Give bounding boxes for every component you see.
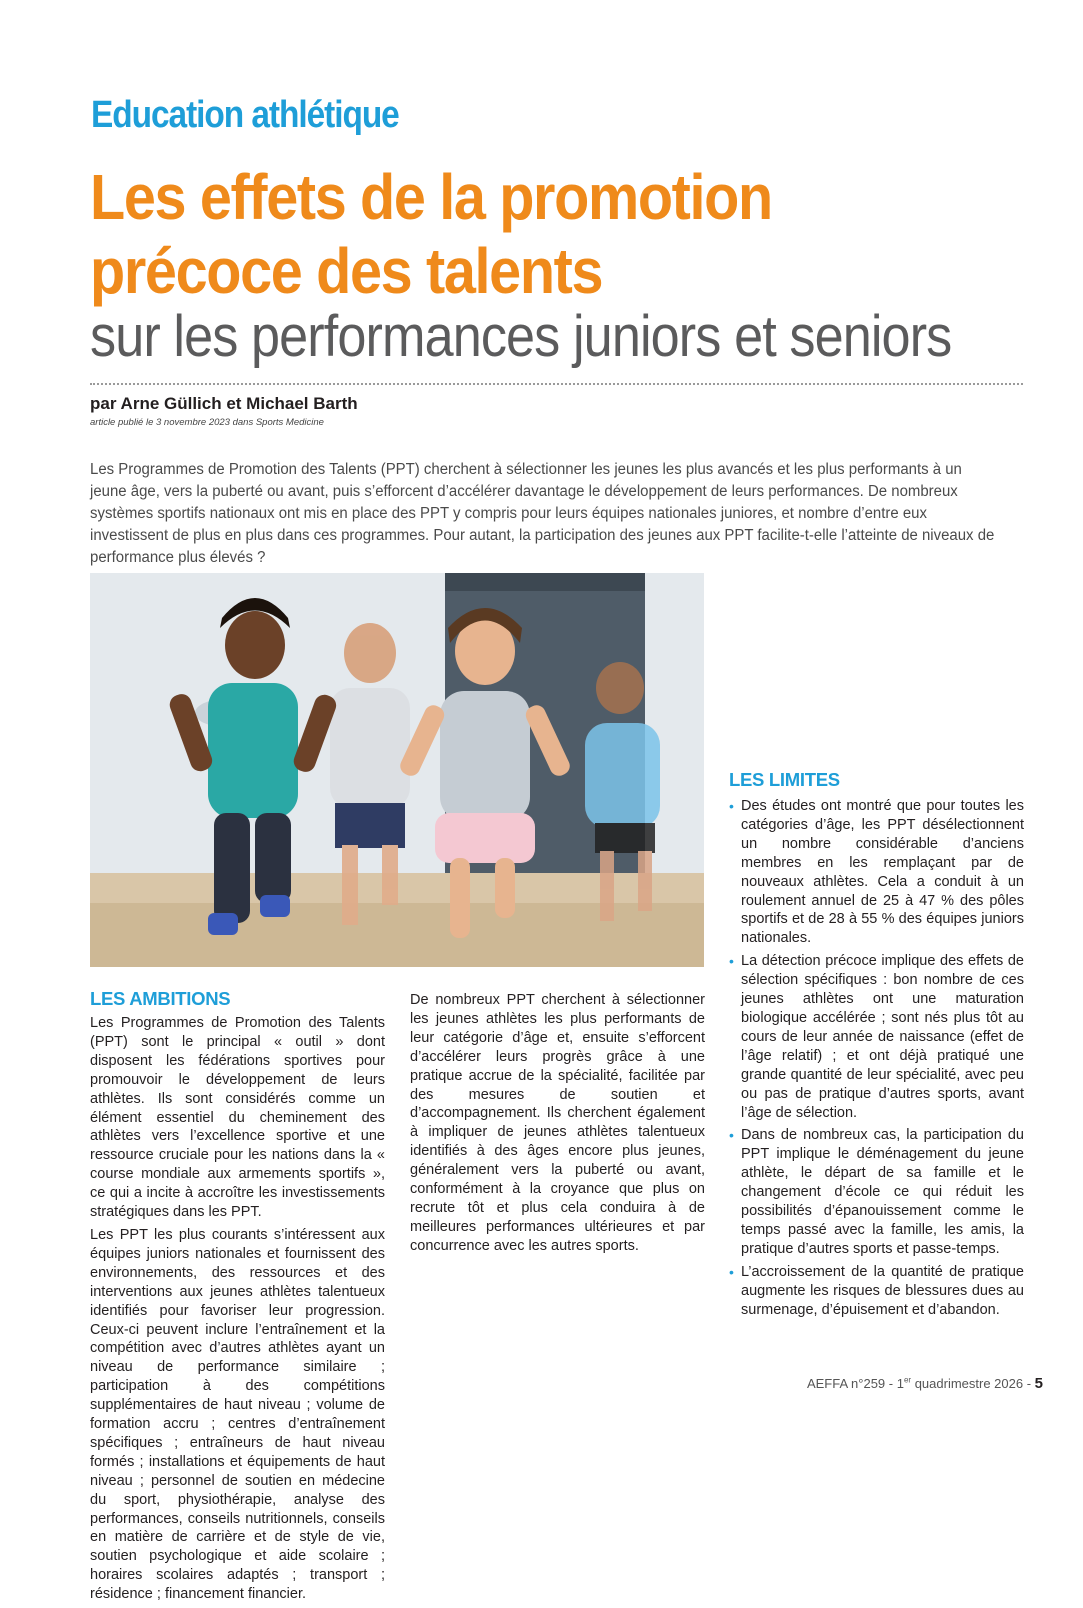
list-item <box>729 1263 1024 1320</box>
column-2 <box>410 991 705 1260</box>
byline: par Arne Güllich et Michael Barth <box>90 394 358 413</box>
column-1 <box>90 1014 385 1608</box>
bullet-icon: • <box>729 1127 734 1144</box>
list-item-text: Des études ont montré que pour toutes les catégories d’âge, les PPT désélectionnent un nombre considérable d’anciens membres en les remplaçant par de nouveaux athlètes. Cela a conduit à un roulement annuel de 25 à 47 % des pôles sportifs et de 28 à 55 % des équipes juniors nationales. <box>741 798 1024 947</box>
limits-list <box>729 797 1024 1323</box>
list-item <box>729 952 1024 1122</box>
article-photo <box>90 573 704 967</box>
footer-issue: AEFFA n°259 - 1 <box>806 1376 904 1391</box>
dotted-divider <box>90 383 1023 385</box>
section-label: Education athlétique <box>91 94 399 136</box>
heading-ambitions: LES AMBITIONS <box>90 988 231 1009</box>
ambitions-paragraph-1: Les Programmes de Promotion des Talents (PPT) sont le principal « outil » dont disposent les fédérations sportives pour promouvoir le développement de leurs athlètes. Ils sont considérés comme un élément essentiel du cheminement des athlètes vers l’excellence sportive et une ressource cruciale pour les nations dans la « course mondiale aux armements sportifs », ce qui a incite à accroître les investissements stratégiques dans les PPT. <box>90 1015 385 1221</box>
ambitions-paragraph-3: De nombreux PPT cherchent à sélectionner les jeunes athlètes les plus performants de leur catégorie d’âge et, ensuite s’efforcent d’accélérer leurs progrès grâce à une pratique accrue de la spécialité, facilitée par des mesures de soutien et d’accompagnement. Ils cherchent également à impliquer de jeunes athlètes talentueux identifiés à des âges encore plus jeunes, généralement vers la puberté ou avant, conformément à la croyance que plus on recrute tôt et plus cela conduira à de meilleures performances ultérieures et par concurrence avec les autres sports. <box>410 992 705 1254</box>
title-line-1: Les effets de la promotion <box>90 161 772 233</box>
bullet-icon: • <box>729 1263 734 1280</box>
ambitions-paragraph-2: Les PPT les plus courants s’intéressent aux équipes juniors nationales et fournissent des environnements, des ressources et des interventions aux jeunes athlètes talentueux identifiés pour favoriser leur progression. Ceux-ci peuvent inclure l’entraînement et la compétition avec d’autres athlètes ayant un niveau de performance similaire ; participation à des compétitions supplémentaires de haut niveau ; volume de formation accru ; centres d’entraînement spécifiques ; entraîneurs de haut niveau formés ; installations et équipements de haut niveau ; personnel de soutien en médecine du sport, physiothérapie, analyse des performances, conseils nutritionnels, conseils en matière de carrière et de style de vie, soutien psychologique et aide scolaire ; horaires scolaires adaptés ; transport ; résidence ; financement financier. <box>90 1226 385 1603</box>
list-item-text: Dans de nombreux cas, la participation du PPT implique le déménagement du jeune athlète, le départ de sa famille et le changement d’école ce qui réduit les possibilités d’épanouissement comme le temps passé avec la famille, les amis, la pratique d’autres sports et passe-temps. <box>741 1127 1024 1257</box>
article-title <box>90 160 772 308</box>
ambitions-paragraph-2-part <box>90 1226 385 1604</box>
page-footer <box>807 1375 1043 1392</box>
list-item-text: La détection précoce implique des effets de sélection spécifiques : bon nombre de ces jeunes athlètes ont une maturation biologique accélérée ; sont nés plus tôt au cours de leur année de naissance (effet de l’âge relatif) ; et ont déjà pratiqué une grande quantité de leur spécialité, avec peu ou pas de pratique d’autres sports, avant l’âge de sélection. <box>741 953 1024 1121</box>
page-number: 5 <box>1034 1375 1043 1392</box>
publication-note: article publié le 3 novembre 2023 dans Sports Medicine <box>90 417 324 428</box>
bullet-icon: • <box>729 953 734 970</box>
title-line-2: précoce des talents <box>90 235 603 307</box>
intro-paragraph: Les Programmes de Promotion des Talents (PPT) cherchent à sélectionner les jeunes les plus avancés et les plus performants à un jeune âge, vers la puberté ou avant, puis s’efforcent d’accélérer davantage le développement de leurs performances. De nombreux systèmes sportifs nationaux ont mis en place des PPT y compris pour leurs équipes nationales juniores, et nombre d’entre eux investissent de plus en plus dans ces programmes. Pour autant, la participation des jeunes aux PPT facilite-t-elle l’atteinte de niveaux de performance plus élevés ? <box>90 461 995 566</box>
list-item-text: L’accroissement de la quantité de pratique augmente les risques de blessures dues au surmenage, d’épuisement et d’abandon. <box>741 1263 1024 1318</box>
bullet-icon: • <box>729 798 734 814</box>
article-subtitle: sur les performances juniors et seniors <box>90 304 952 369</box>
list-item <box>729 1126 1024 1258</box>
footer-ordinal: er <box>903 1375 912 1385</box>
heading-limites: LES LIMITES <box>729 769 840 790</box>
footer-period: quadrimestre 2026 - <box>911 1376 1035 1391</box>
children-running-illustration <box>90 573 704 967</box>
list-item <box>729 797 1024 948</box>
